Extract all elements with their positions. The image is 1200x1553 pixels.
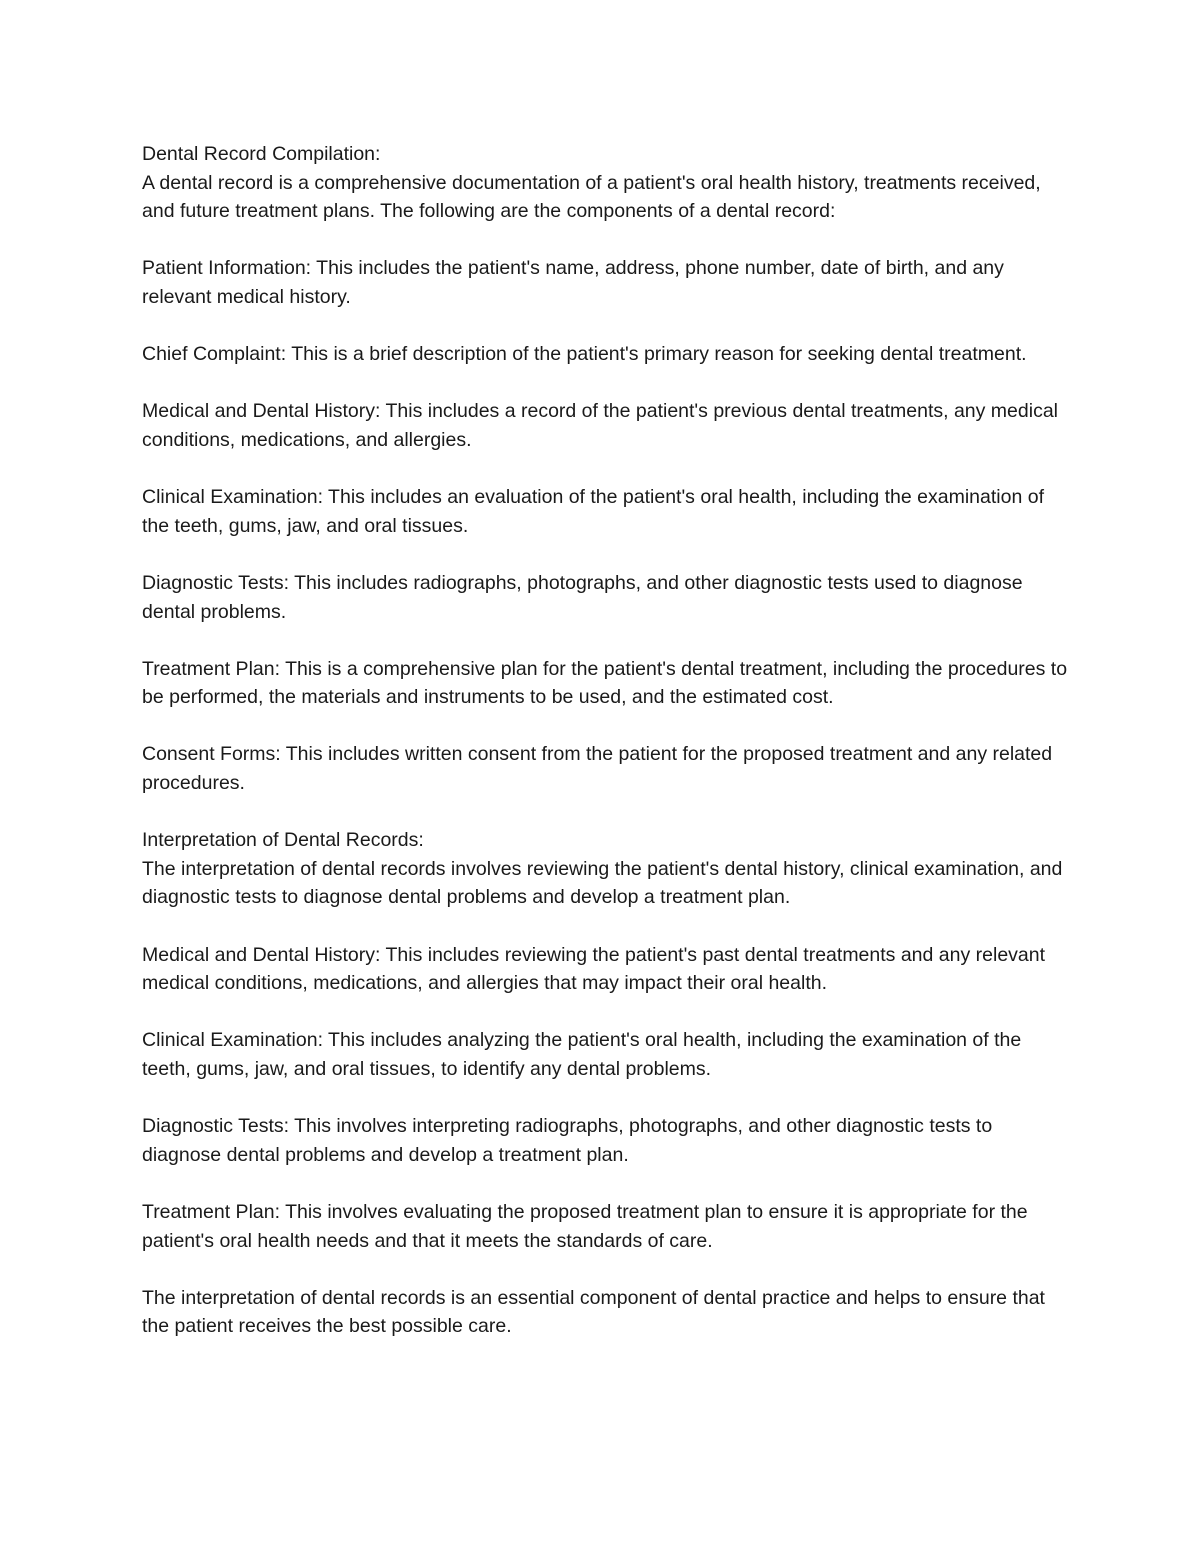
component-treatment-plan: Treatment Plan: This is a comprehensive plan for the patient's dental treatment, including the procedures to be performed, the materials and instruments to be used, and the estimated cost. xyxy=(142,657,1068,709)
component-diagnostic-tests: Diagnostic Tests: This includes radiographs, photographs, and other diagnostic tests used to diagnose dental problems. xyxy=(142,571,1023,623)
interpretation-clinical-examination: Clinical Examination: This includes analyzing the patient's oral health, including the examination of the teeth, gums, jaw, and oral tissues, to identify any dental problems. xyxy=(142,1029,1022,1080)
interpretation-treatment-plan: Treatment Plan: This involves evaluating the proposed treatment plan to ensure it is appropriate for the patient's oral health needs and that it meets the standards of care. xyxy=(142,1200,1028,1252)
component-chief-complaint: Chief Complaint: This is a brief description of the patient's primary reason for seeking dental treatment. xyxy=(142,343,1027,366)
conclusion-paragraph: The interpretation of dental records is an essential component of dental practice and helps to ensure that the patient receives the best possible care. xyxy=(142,1286,1045,1338)
component-consent-forms: Consent Forms: This includes written consent from the patient for the proposed treatment and any related procedures. xyxy=(142,743,1053,795)
component-patient-information: Patient Information: This includes the patient's name, address, phone number, date of birth, and any relevant medical history. xyxy=(142,257,1004,308)
intro-paragraph: A dental record is a comprehensive documentation of a patient's oral health history, treatments received, and future treatment plans. The following are the components of a dental record: xyxy=(142,171,1041,223)
component-medical-dental-history: Medical and Dental History: This includes a record of the patient's previous dental treatments, any medical conditions, medications, and allergies. xyxy=(142,400,1058,451)
document-title: Dental Record Compilation: xyxy=(142,143,381,165)
document-body xyxy=(142,140,1072,1370)
component-clinical-examination: Clinical Examination: This includes an evaluation of the patient's oral health, including the examination of the teeth, gums, jaw, and oral tissues. xyxy=(142,486,1044,537)
interpretation-intro-paragraph: The interpretation of dental records involves reviewing the patient's dental history, clinical examination, and diagnostic tests to diagnose dental problems and develop a treatment plan. xyxy=(142,857,1063,909)
interpretation-heading: Interpretation of Dental Records: xyxy=(142,829,424,852)
interpretation-diagnostic-tests: Diagnostic Tests: This involves interpreting radiographs, photographs, and other diagnostic tests to diagnose dental problems and develop a treatment plan. xyxy=(142,1115,993,1166)
interpretation-medical-dental-history: Medical and Dental History: This includes reviewing the patient's past dental treatments and any relevant medical conditions, medications, and allergies that may impact their oral health. xyxy=(142,943,1046,995)
